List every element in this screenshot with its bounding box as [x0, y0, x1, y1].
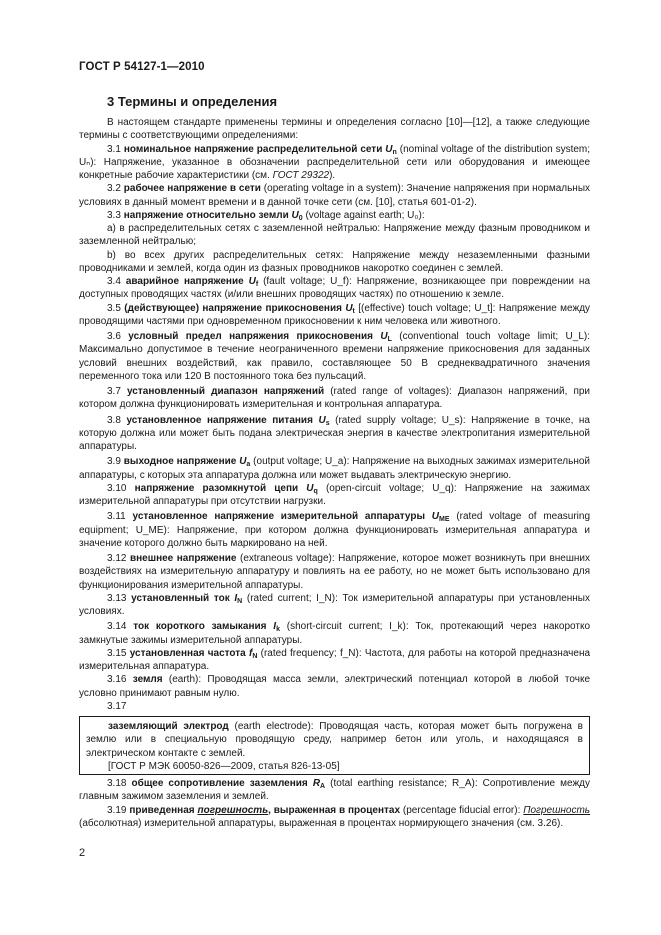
standard-header: ГОСТ Р 54127-1—2010 — [79, 61, 205, 73]
term-3-11: 3.11 установленное напряжение измерительной аппаратуры $U_{ME}$ (rated voltage of measuring equipment; U_ME): Напряжение, при котором должна функционировать измерительная аппаратура и значение которого должно быть маркировано на ней. — [79, 511, 591, 549]
intro-paragraph: В настоящем стандарте применены термины и определения согласно [10]—[12], а также следующие термины с соответствующими определениями: — [79, 117, 590, 142]
term-3-3: 3.3 напряжение относительно земли $U_0$ (voltage against earth; U₀): — [107, 209, 425, 222]
term-3-17: заземляющий электрод (earth electrode): Проводящая часть, которая может быть погружена в землю или в специальную проводящую среду, например бетон или уголь, и находящаяся в электрическом контакте с землей. — [86, 721, 583, 759]
term-3-3-a: a) в распределительных сетях с заземленной нейтралью: Напряжение между фазным проводником и заземленной нейтралью; — [79, 223, 590, 248]
term-3-2: 3.2 рабочее напряжение в сети (operating voltage in a system): Значение напряжения при нормальных условиях в данный момент времени и в данной точке сети (см. [10], статья 601-01-2). — [79, 183, 591, 208]
term-3-17-box — [79, 716, 590, 775]
term-3-19: 3.19 приведенная погрешность, выраженная в процентах (percentage fiducial error): Погрешность (абсолютная) измерительной аппаратуры, выраженная в процентах нормирующего значения (см. 3.26). — [79, 804, 591, 829]
term-3-18: 3.18 общее сопротивление заземления $R_A$ (total earthing resistance; R_A): Сопротивление между главным зажимом заземления и землей. — [79, 778, 590, 803]
term-3-7: 3.7 установленный диапазон напряжений (rated range of voltages): Диапазон напряжений, при котором должна функционировать измерительная и контрольная аппаратура. — [79, 386, 591, 411]
section-title: 3 Термины и определения — [107, 94, 278, 109]
term-3-17-source: [ГОСТ Р МЭК 60050-826—2009, статья 826-13-05] — [108, 760, 340, 772]
term-3-6: 3.6 условный предел напряжения прикосновения $U_L$ (conventional touch voltage limit; U_L): Максимально допустимое в течение неограниченного времени напряжение прикосновения для заданных условий внешних воздействий, как правило, составляющее 50 В среднеквадратичного значения переменного тока или 120 В постоянного тока без пульсаций. — [79, 331, 591, 382]
term-3-4: 3.4 аварийное напряжение $U_f$ (fault voltage; U_f): Напряжение, возникающее при повреждении на доступных проводящих частях (и/или внешних проводящих частях) по отношению к земле. — [79, 276, 591, 301]
term-3-17-number: 3.17 — [107, 700, 127, 712]
term-3-13: 3.13 установленный ток $I_N$ (rated current; I_N): Ток измерительной аппаратуры при установленных условиях. — [79, 592, 590, 617]
term-3-14: 3.14 ток короткого замыкания $I_k$ (short-circuit current; I_k): Ток, протекающий через накоротко замкнутые зажимы измерительной аппаратуры. — [79, 621, 591, 646]
term-3-15: 3.15 установленная частота $f_N$ (rated frequency; f_N): Частота, для работы на которой предназначена измерительная аппаратура. — [79, 647, 591, 672]
document-body — [79, 116, 590, 830]
term-3-12: 3.12 внешнее напряжение (extraneous voltage): Напряжение, которое может возникнуть при внешних воздействиях на измерительную аппаратуру и повлиять на ее работу, но не может быть использовано для функционирования измерительной аппаратуры. — [79, 553, 590, 591]
term-3-10: 3.10 напряжение разомкнутой цепи $U_q$ (open-circuit voltage; U_q): Напряжение на зажимах измерительной аппаратуры при отсутствии нагрузки. — [79, 482, 591, 507]
term-3-5: 3.5 (действующее) напряжение прикосновения $U_t$ [(effective) touch voltage; U_t]: Напряжение между проводящими частями при одновременном прикосновении к ним человека или животного. — [79, 302, 591, 327]
term-3-9: 3.9 выходное напряжение $U_a$ (output voltage; U_a): Напряжение на выходных зажимах измерительной аппаратуры, с которых эта аппаратура должна или может выдавать электрическую энергию. — [79, 456, 590, 481]
page-number: 2 — [79, 847, 86, 859]
term-3-1: 3.1 номинальное напряжение распределительной сети $U_n$ (nominal voltage of the distribution system; Uₙ): Напряжение, указанное в обозначении распределительной сети или оборудования и имеющее конкретные рабочие характеристики (см. ГОСТ 29322). — [79, 143, 591, 181]
term-3-3-b: b) во всех других распределительных сетях: Напряжение между незаземленными фазными проводниками и землей, когда один из фазных проводников накоротко соединен с землей. — [79, 249, 590, 274]
term-3-16: 3.16 земля (earth): Проводящая масса земли, электрический потенциал которой в любой точке условно принимают равным нулю. — [79, 674, 591, 699]
term-3-8: 3.8 установленное напряжение питания $U_s$ (rated supply voltage; U_s): Напряжение в точке, на которую должна или может быть подана электрическая энергия в качестве электропитания измерительной аппаратуры. — [79, 414, 590, 452]
